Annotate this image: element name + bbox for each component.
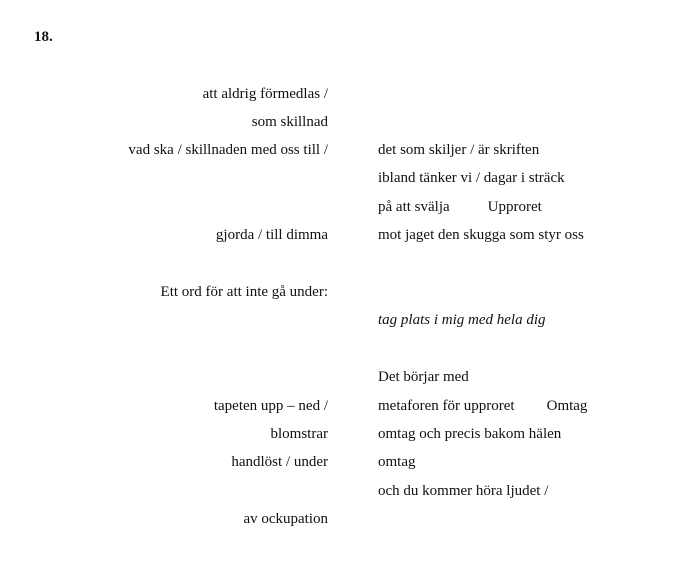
right-line-3-word: Upproret	[487, 199, 542, 215]
poem-number: 18.	[34, 29, 53, 45]
right-line-4: mot jaget den skugga som styr oss	[378, 227, 584, 243]
right-line-3-text: på att svälja	[378, 199, 450, 215]
right-line-8: omtag och precis bakom hälen	[378, 426, 562, 442]
left-line-2: som skillnad	[251, 114, 328, 130]
right-line-7-word: Omtag	[546, 398, 588, 414]
left-line-6: tapeten upp – ned /	[213, 398, 328, 414]
right-line-10: och du kommer höra ljudet /	[378, 483, 549, 499]
right-line-6: Det börjar med	[378, 369, 469, 385]
right-line-7-text: metaforen för upproret	[378, 398, 515, 414]
left-line-9: av ockupation	[243, 511, 328, 527]
right-line-3	[378, 198, 542, 216]
left-line-8: handlöst / under	[231, 454, 328, 470]
left-line-5: Ett ord för att inte gå under:	[160, 284, 328, 300]
right-line-2: ibland tänker vi / dagar i sträck	[378, 170, 565, 186]
left-line-4: gjorda / till dimma	[215, 227, 328, 243]
left-line-7: blomstrar	[270, 426, 328, 442]
right-line-7	[378, 397, 587, 415]
right-line-1: det som skiljer / är skriften	[378, 142, 540, 158]
right-line-5-italic: tag plats i mig med hela dig	[378, 312, 546, 328]
right-line-9: omtag	[378, 454, 416, 470]
left-line-1: att aldrig förmedlas /	[202, 86, 328, 102]
left-line-3: vad ska / skillnaden med oss till /	[128, 142, 328, 158]
